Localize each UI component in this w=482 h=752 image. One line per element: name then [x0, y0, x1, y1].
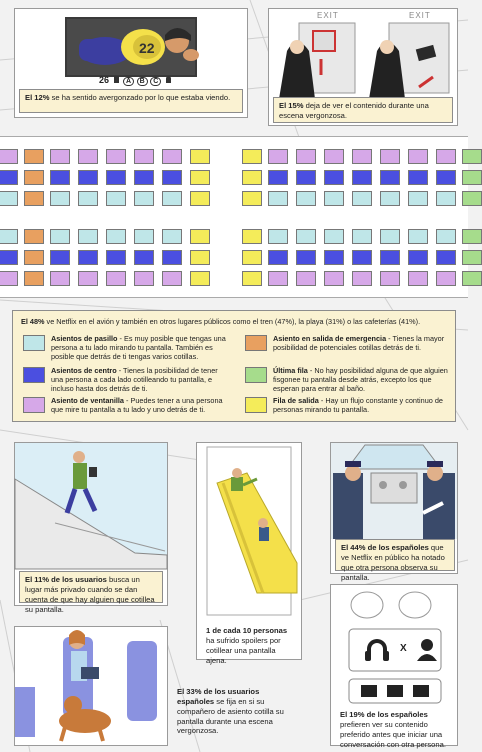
seat	[50, 271, 70, 286]
svg-text:22: 22	[139, 40, 155, 56]
legend-last-row	[273, 366, 451, 393]
seat-icon	[114, 76, 119, 83]
seat	[242, 149, 262, 164]
seat	[408, 191, 428, 206]
seat	[380, 250, 400, 265]
seat	[134, 229, 154, 244]
panel-stop-watching	[268, 8, 458, 126]
seat	[268, 149, 288, 164]
seat	[190, 250, 210, 265]
legend-middle	[51, 366, 231, 393]
seat	[324, 271, 344, 286]
seat	[352, 271, 372, 286]
seat	[0, 149, 18, 164]
exit-sign-left: EXIT	[317, 11, 339, 20]
seat	[352, 149, 372, 164]
seat	[296, 250, 316, 265]
seat	[134, 271, 154, 286]
seat	[436, 170, 456, 185]
panel-no-conversation	[330, 584, 458, 749]
seat	[352, 170, 372, 185]
seat	[190, 229, 210, 244]
seat	[268, 170, 288, 185]
seat	[436, 250, 456, 265]
seat	[462, 149, 482, 164]
seat-legend	[12, 310, 456, 422]
seat	[380, 271, 400, 286]
seat	[296, 271, 316, 286]
legend-middle-text: - Tienes la posibilidad de tener una persona a cada lado cotilleando tu pantalla, e incluso hasta dos detrás de ti.	[51, 366, 218, 394]
seat	[106, 191, 126, 206]
panel-embarrassed	[14, 8, 248, 118]
seat	[380, 170, 400, 185]
seat	[296, 229, 316, 244]
legend-aisle	[51, 334, 231, 361]
seat	[242, 191, 262, 206]
legend-exit-row-text: - Tienes la mayor posibilidad de potenciales cotillas detrás de ti.	[273, 334, 445, 353]
caption-embarrassed	[19, 89, 243, 113]
caption-no-conversation-text: prefieren ver su contenido preferido antes que iniciar una conversación con otra persona.	[340, 719, 446, 749]
seat	[0, 250, 18, 265]
legend-window-title: Asiento de ventanilla	[51, 396, 124, 405]
seat	[324, 149, 344, 164]
seat	[408, 170, 428, 185]
seat	[78, 250, 98, 265]
airplane-window-illustration	[331, 585, 457, 705]
seat	[242, 170, 262, 185]
stat-no-conversation: El 19% de los españoles	[340, 710, 428, 719]
caption-stop-watching-text: deja de ver el contenido durante una escena vergonzosa.	[279, 101, 429, 120]
seat	[268, 271, 288, 286]
seat	[462, 229, 482, 244]
stat-embarrassed: El 12%	[25, 93, 50, 102]
legend-window	[51, 396, 231, 414]
legend-exit-row-title: Asiento en salida de emergencia	[273, 334, 387, 343]
seat	[352, 229, 372, 244]
cockpit-illustration	[331, 443, 457, 539]
stat-netflix-plane: El 48%	[21, 317, 45, 326]
seat-map	[0, 136, 468, 298]
caption-private-place	[19, 571, 163, 614]
seat	[24, 250, 44, 265]
seat	[242, 250, 262, 265]
seat	[78, 229, 98, 244]
seat	[50, 170, 70, 185]
seat	[462, 191, 482, 206]
legend-exit-aisle	[273, 396, 451, 414]
seat	[436, 271, 456, 286]
seat	[352, 191, 372, 206]
caption-noticed-text: que ve Netflix en público ha notado que otra persona observa su pantalla.	[341, 543, 445, 582]
swatch-last-row	[245, 367, 267, 383]
seat	[50, 250, 70, 265]
caption-stop-watching	[273, 97, 453, 123]
seat	[408, 229, 428, 244]
seat	[134, 149, 154, 164]
caption-seatmate-text: se fija en si su compañero de asiento cotilla su pantalla durante una escena vergonzosa.	[177, 696, 284, 736]
swatch-window	[23, 397, 45, 413]
seat	[324, 250, 344, 265]
seat	[296, 170, 316, 185]
seat	[462, 271, 482, 286]
seat	[380, 229, 400, 244]
legend-intro	[21, 317, 451, 326]
seat	[50, 149, 70, 164]
seat-letter-b: B	[137, 77, 148, 86]
panel-noticed	[330, 442, 458, 582]
legend-exit-aisle-title: Fila de salida	[273, 396, 319, 405]
seat	[106, 229, 126, 244]
seat	[162, 149, 182, 164]
nun-passengers-illustration	[269, 21, 457, 101]
seat	[408, 250, 428, 265]
seat	[268, 229, 288, 244]
caption-spoilers-text: ha sufrido spoilers por cotillear una pantalla ajena.	[206, 635, 281, 665]
versus-symbol: X	[400, 643, 407, 654]
caption-spoilers	[201, 623, 297, 665]
panel-spoilers	[196, 442, 302, 665]
seatmate-dog-illustration	[15, 627, 167, 745]
seat	[24, 229, 44, 244]
seat	[408, 271, 428, 286]
evacuation-slide-illustration	[197, 443, 301, 619]
stat-private-place: El 11% de los usuarios	[25, 575, 107, 584]
legend-last-row-text: - No hay posibilidad alguna de que alguien fisgonee tu pantalla desde atrás, excepto los que esperan para entrar al baño.	[273, 366, 448, 394]
seat	[268, 191, 288, 206]
seat	[78, 191, 98, 206]
seat-letter-a: A	[123, 77, 134, 86]
legend-last-row-title: Última fila	[273, 366, 308, 375]
exit-sign-right: EXIT	[409, 11, 431, 20]
legend-exit-aisle-text: - Hay un flujo constante y continuo de personas mirando tu pantalla.	[273, 396, 443, 415]
swatch-aisle	[23, 335, 45, 351]
seat	[0, 191, 18, 206]
seat	[242, 271, 262, 286]
seat	[296, 191, 316, 206]
stat-spoilers: 1 de cada 10 personas	[206, 626, 288, 635]
seat	[0, 229, 18, 244]
seat	[408, 149, 428, 164]
seat	[162, 250, 182, 265]
seat	[436, 149, 456, 164]
panel-seatmate	[14, 626, 168, 746]
seat	[380, 149, 400, 164]
legend-middle-title: Asientos de centro	[51, 366, 117, 375]
seat	[324, 170, 344, 185]
seat	[380, 191, 400, 206]
legend-aisle-title: Asientos de pasillo	[51, 334, 118, 343]
seat	[24, 149, 44, 164]
seat	[462, 250, 482, 265]
seat	[24, 191, 44, 206]
seat	[134, 170, 154, 185]
seat	[190, 191, 210, 206]
seat	[0, 271, 18, 286]
swatch-middle	[23, 367, 45, 383]
seat	[324, 191, 344, 206]
seat	[162, 191, 182, 206]
seat	[24, 170, 44, 185]
seat-row-label: 26	[99, 75, 110, 85]
seat	[134, 250, 154, 265]
seat	[78, 271, 98, 286]
seat	[436, 229, 456, 244]
seat	[106, 250, 126, 265]
seat	[0, 170, 18, 185]
stat-noticed: El 44% de los españoles	[341, 543, 429, 552]
seat-letter-c: C	[150, 77, 161, 86]
seat	[50, 191, 70, 206]
seat	[190, 170, 210, 185]
legend-aisle-text: - Es muy posible que tengas una persona a tu lado mirando tu pantalla. También es posible que detrás de ti tengas varios cotillas.	[51, 334, 226, 362]
seat	[190, 271, 210, 286]
seat	[352, 250, 372, 265]
seat	[462, 170, 482, 185]
seat	[106, 271, 126, 286]
stat-stop-watching: El 15%	[279, 101, 304, 110]
legend-intro-text: ve Netflix en el avión y también en otros lugares públicos como el tren (47%), la playa (31%) o las cafeterías (41%).	[44, 317, 421, 326]
seat	[190, 149, 210, 164]
caption-noticed	[335, 539, 455, 582]
legend-window-text: - Puedes tener a una persona que mire tu pantalla a tu lado y uno detrás de ti.	[51, 396, 223, 415]
seat	[106, 170, 126, 185]
seat	[106, 149, 126, 164]
seat	[268, 250, 288, 265]
seat	[162, 271, 182, 286]
panel-private-place	[14, 442, 168, 614]
person-icon	[166, 76, 171, 83]
caption-private-place-text: busca un lugar más privado cuando se dan cuenta de que hay alguien que cotillea su pantalla.	[25, 575, 155, 614]
swatch-exit-row	[245, 335, 267, 351]
caption-no-conversation	[335, 707, 455, 749]
seat	[78, 149, 98, 164]
seat	[50, 229, 70, 244]
swatch-exit-aisle	[245, 397, 267, 413]
seat	[242, 229, 262, 244]
caption-embarrassed-text: se ha sentido avergonzado por lo que estaba viendo.	[49, 93, 231, 102]
seat	[162, 229, 182, 244]
legend-exit-row	[273, 334, 451, 352]
seat-row-plate	[99, 75, 189, 87]
seat	[436, 191, 456, 206]
seat	[324, 229, 344, 244]
seat	[24, 271, 44, 286]
stat-seatmate: El 33% de los usuarios españoles	[177, 687, 260, 706]
seat	[162, 170, 182, 185]
seat	[296, 149, 316, 164]
seat	[78, 170, 98, 185]
wing-passenger-illustration	[15, 443, 167, 569]
caption-seatmate	[172, 684, 302, 736]
seat	[134, 191, 154, 206]
